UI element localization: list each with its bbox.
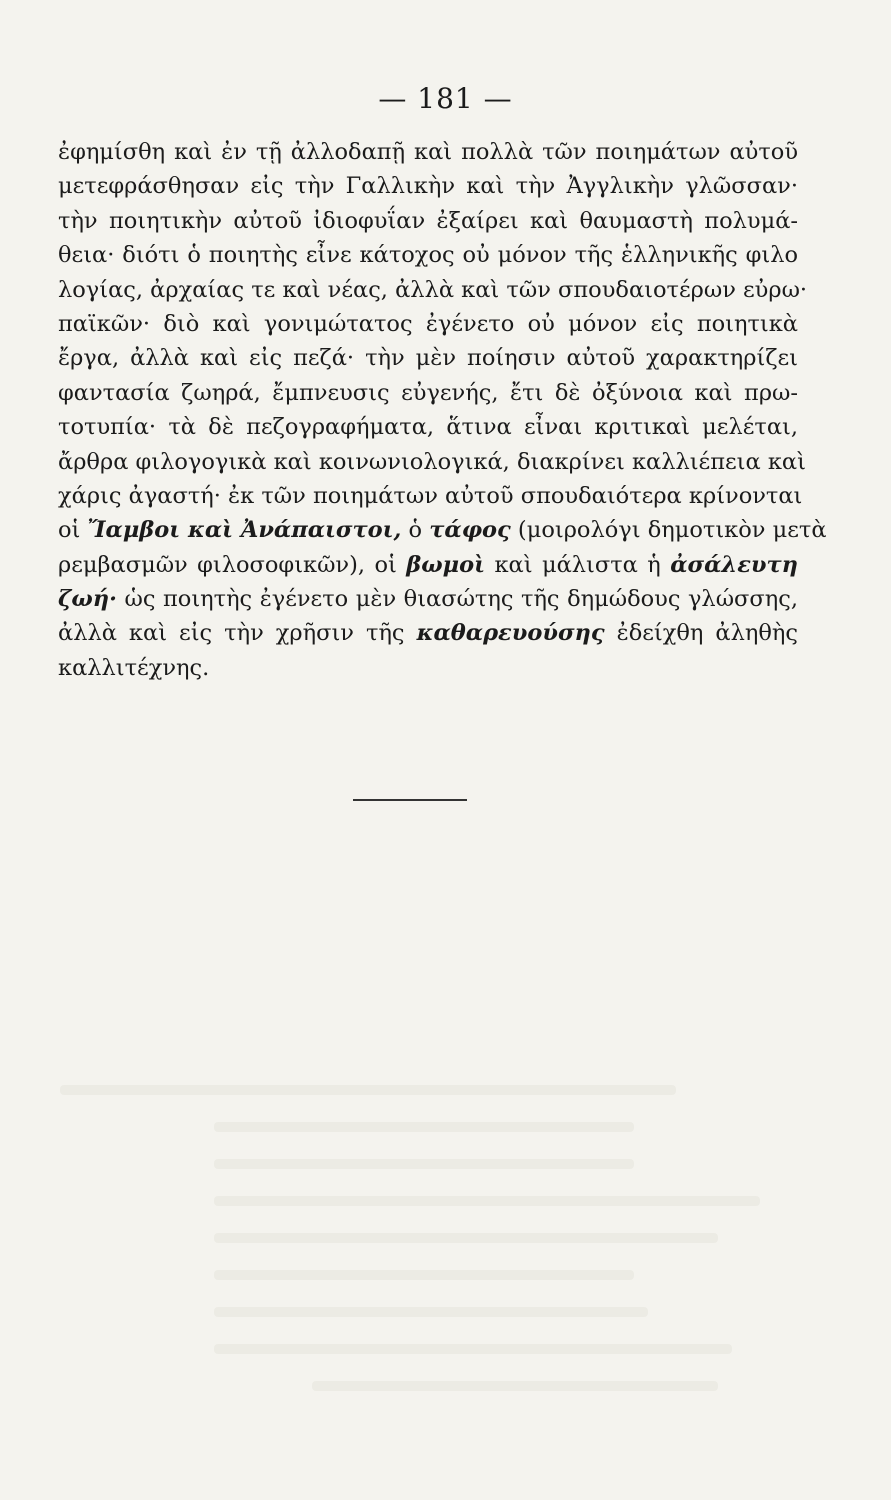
text-run: ἀλλὰ καὶ εἰς τὴν χρῆσιν τῆς (58, 620, 405, 647)
text-run: ἐδείχθη ἀληθὴς (616, 620, 798, 647)
page-number: — 181 — (378, 82, 513, 115)
emphasized-title: Ἴαμβοι καὶ Ἀνάπαιστοι, (87, 517, 402, 544)
text-line: μετεφράσθησαν εἰς τὴν Γαλλικὴν καὶ τὴν Ἀγγλικὴν γλῶσσαν· (58, 173, 798, 200)
text-line (58, 513, 827, 547)
text-run: (μοιρολόγι δημοτικὸν μετὰ (517, 517, 827, 544)
section-divider (353, 799, 467, 801)
text-run: ρεμβασμῶν φιλοσοφικῶν), οἱ (58, 551, 397, 578)
text-run: οἱ (58, 517, 81, 544)
emphasized-title: καθαρευούσης (416, 620, 605, 647)
text-line (58, 616, 798, 650)
emphasized-title: ζωή· (58, 586, 117, 613)
text-line: λογίας, ἀρχαίας τε καὶ νέας, ἀλλὰ καὶ τῶν σπουδαιοτέρων εὐρω· (58, 276, 808, 303)
text-line (58, 548, 798, 582)
text-line: τὴν ποιητικὴν αὐτοῦ ἰδιοφυΐαν ἐξαίρει καὶ θαυμαστὴ πολυμά- (58, 207, 798, 234)
text-run: ὁ (408, 517, 423, 544)
emphasized-title: ἀσάλευτη (670, 551, 798, 578)
emphasized-title: τάφος (429, 517, 511, 544)
text-line: ἐφημίσθη καὶ ἐν τῇ ἀλλοδαπῇ καὶ πολλὰ τῶν ποιημάτων αὐτοῦ (58, 139, 798, 165)
text-run: ὡς ποιητὴς ἐγένετο μὲν θιασώτης τῆς δημώδους γλώσσης, (124, 586, 798, 613)
text-run: καὶ μάλιστα ἡ (494, 551, 661, 578)
text-line: ἄρθρα φιλογογικὰ καὶ κοινωνιολογικά, διακρίνει καλλιέπεια καὶ (58, 448, 806, 475)
text-line: φαντασία ζωηρά, ἔμπνευσις εὐγενής, ἔτι δὲ ὀξύνοια καὶ πρω- (58, 379, 798, 406)
text-line: τοτυπία· τὰ δὲ πεζογραφήματα, ἅτινα εἶναι κριτικαὶ μελέται, (58, 414, 798, 441)
text-line: καλλιτέχνης. (58, 654, 210, 681)
emphasized-title: βωμοὶ (406, 551, 485, 578)
text-line: παϊκῶν· διὸ καὶ γονιμώτατος ἐγένετο οὐ μόνον εἰς ποιητικὰ (58, 310, 798, 337)
text-line: χάρις ἀγαστή· ἐκ τῶν ποιημάτων αὐτοῦ σπουδαιότερα κρίνονται (58, 482, 803, 509)
text-line: θεια· διότι ὁ ποιητὴς εἶνε κάτοχος οὐ μόνον τῆς ἑλληνικῆς φιλο (58, 242, 798, 269)
bleed-through-lines (60, 1085, 760, 1418)
body-text (58, 135, 827, 685)
text-line: ἔργα, ἀλλὰ καὶ εἰς πεζά· τὴν μὲν ποίησιν αὐτοῦ χαρακτηρίζει (58, 345, 798, 372)
text-line (58, 582, 798, 616)
